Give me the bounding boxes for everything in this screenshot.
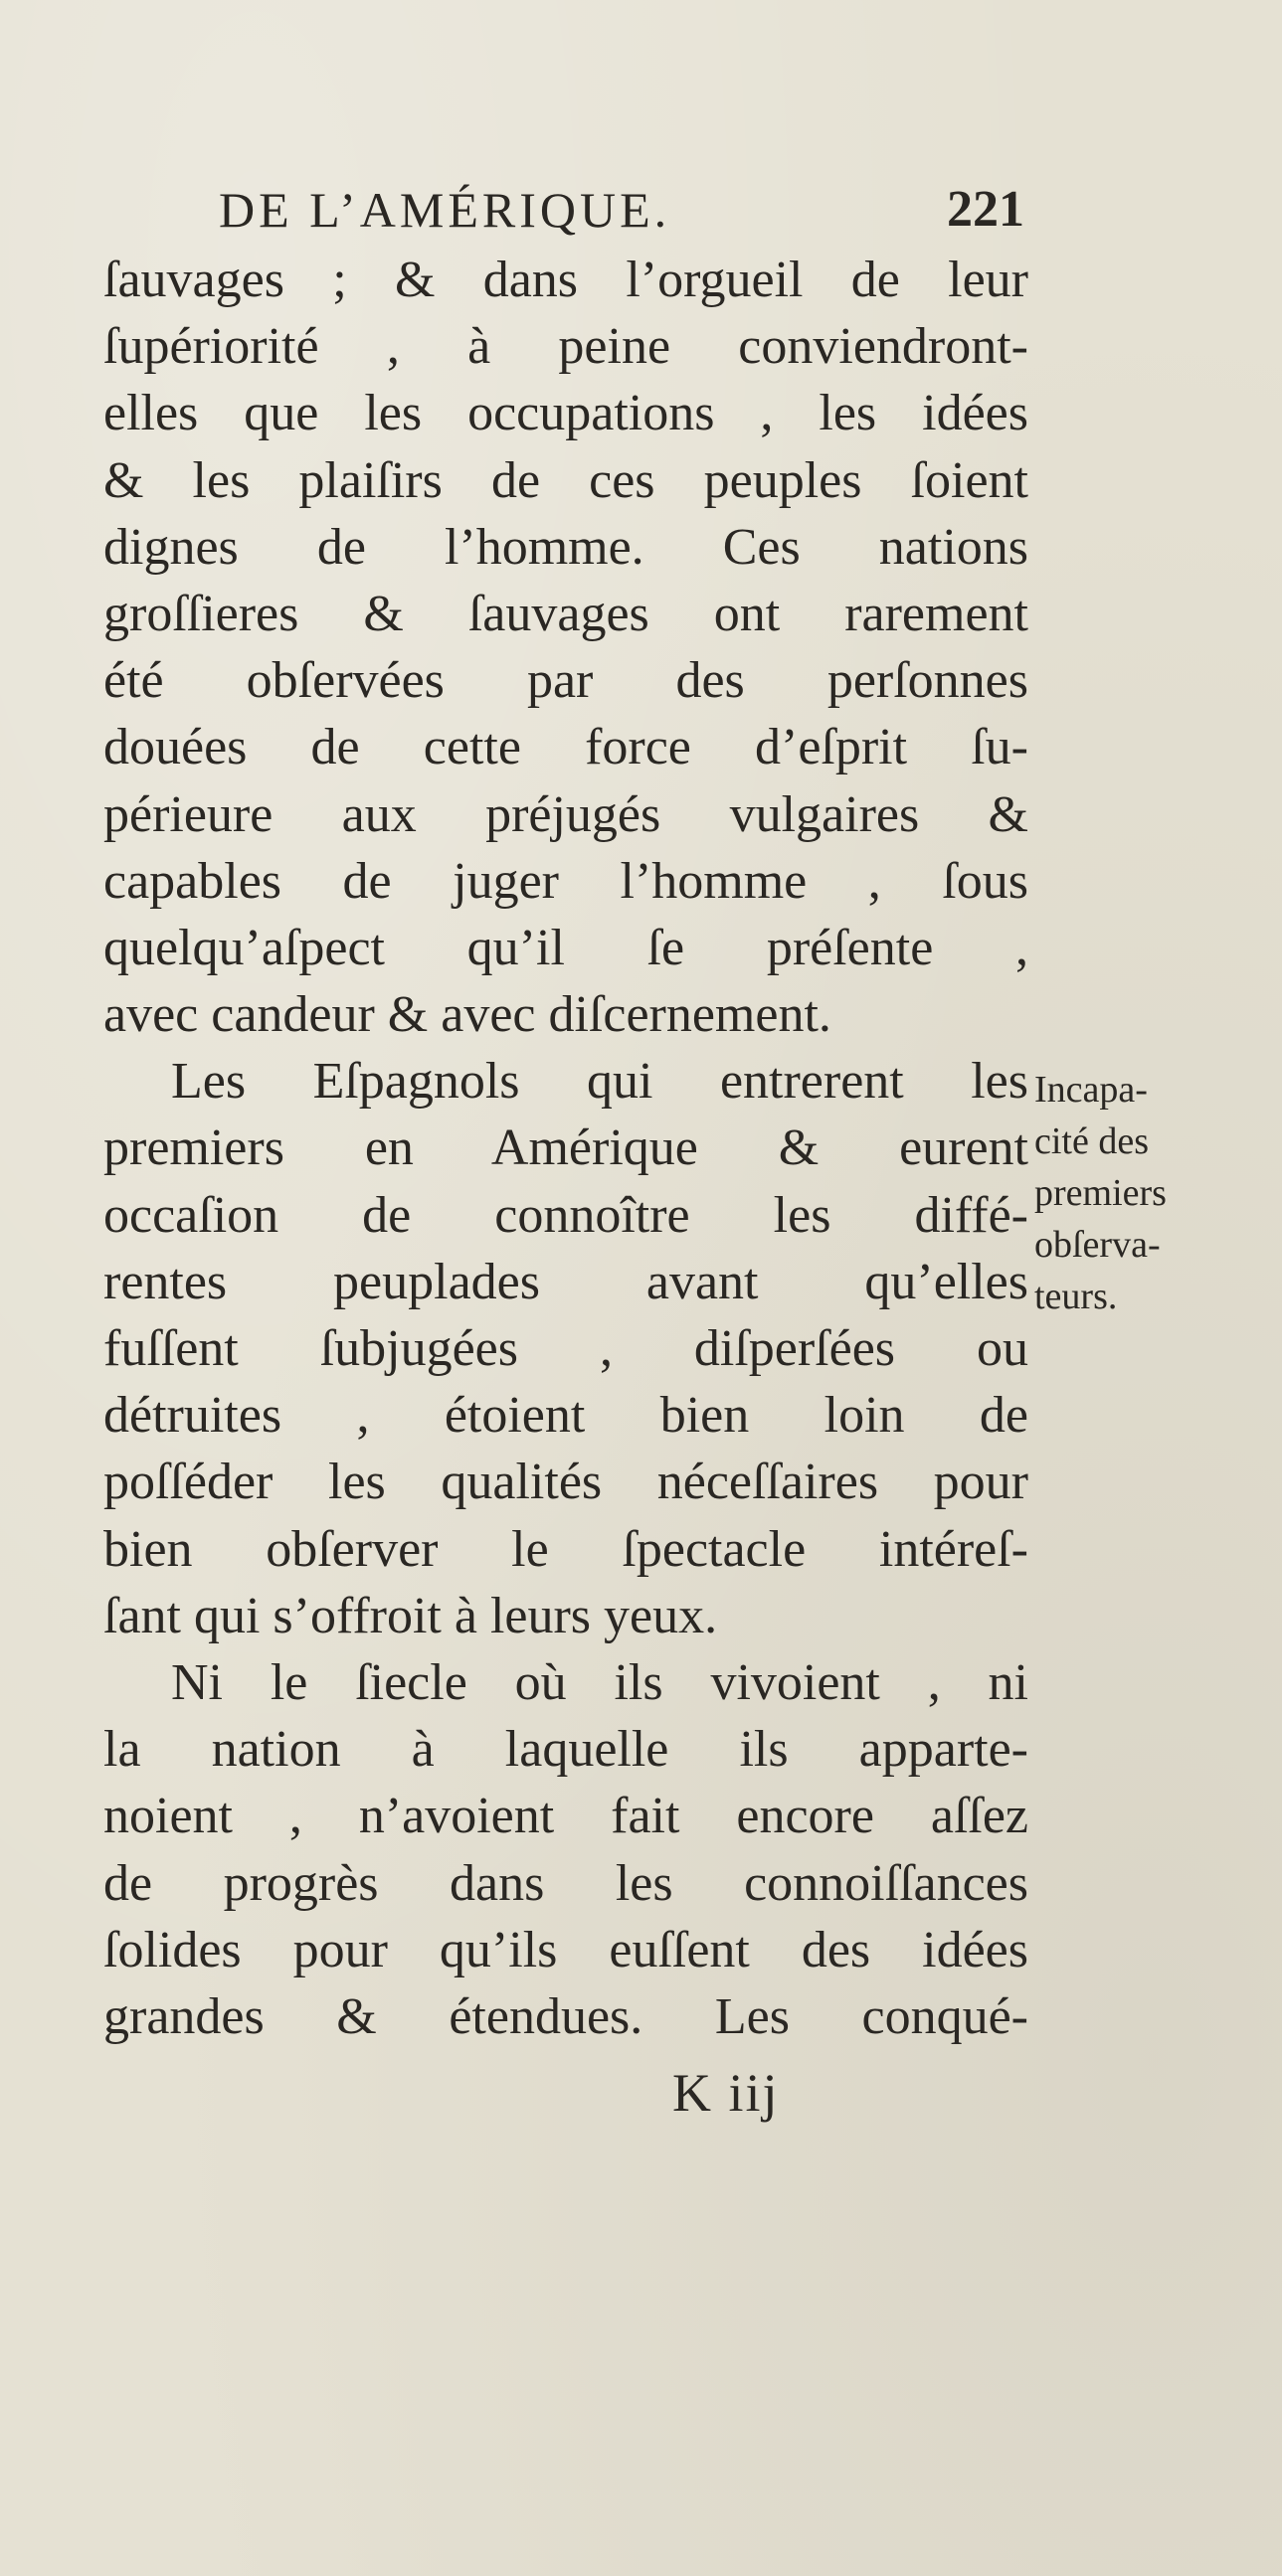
- text-line: bien obſerver le ſpectacle intéreſ-: [103, 1520, 1028, 1578]
- text-line: dignes de l’homme. Ces nations: [103, 518, 1028, 576]
- text-line: la nation à laquelle ils apparte-: [103, 1721, 1028, 1779]
- text-line: fuſſent ſubjugées , diſperſées ou: [103, 1320, 1028, 1377]
- marginal-note-line: cité des: [1034, 1120, 1150, 1162]
- text-line: avec candeur & avec diſcernement.: [103, 986, 831, 1044]
- marginal-note-line: Incapa-: [1034, 1069, 1148, 1111]
- body-text: [103, 247, 1028, 2050]
- text-line: quelqu’aſpect qu’il ſe préſente ,: [103, 919, 1028, 976]
- marginal-note: [1034, 1064, 1263, 1322]
- text-line: elles que les occupations , les idées: [103, 385, 1028, 442]
- text-line: grandes & étendues. Les conqué-: [103, 1987, 1028, 2045]
- text-line: occaſion de connoître les diffé-: [103, 1186, 1028, 1244]
- text-line: ſant qui s’offroit à leurs yeux.: [103, 1587, 718, 1644]
- text-line: douées de cette force d’eſprit ſu-: [103, 719, 1028, 776]
- page-number: 221: [947, 181, 1024, 238]
- text-line: détruites , étoient bien loin de: [103, 1387, 1028, 1445]
- text-line: périeure aux préjugés vulgaires &: [103, 785, 1028, 843]
- text-line: groſſieres & ſauvages ont rarement: [103, 585, 1028, 642]
- text-line: été obſervées par des perſonnes: [103, 652, 1028, 710]
- text-line: rentes peuplades avant qu’elles: [103, 1253, 1028, 1310]
- text-line: Ni le ſiecle où ils vivoient , ni: [171, 1653, 1028, 1711]
- text-line: ſolides pour qu’ils euſſent des idées: [103, 1921, 1028, 1978]
- text-line: de progrès dans les connoiſſances: [103, 1854, 1028, 1912]
- signature-mark: K iij: [672, 2063, 780, 2123]
- text-line: premiers en Amérique & eurent: [103, 1119, 1028, 1177]
- marginal-note-line: obſerva-: [1034, 1224, 1161, 1266]
- text-line: noient , n’avoient fait encore aſſez: [103, 1788, 1028, 1845]
- marginal-note-line: teurs.: [1034, 1276, 1118, 1317]
- text-line: Les Eſpagnols qui entrerent les: [171, 1053, 1028, 1111]
- marginal-note-line: premiers: [1034, 1172, 1167, 1214]
- text-line: ſauvages ; & dans l’orgueil de leur: [103, 252, 1028, 308]
- page-header: [209, 175, 1024, 245]
- text-line: capables de juger l’homme , ſous: [103, 852, 1028, 910]
- text-line: ſupériorité , à peine conviendront-: [103, 318, 1028, 376]
- running-head: DE L’AMÉRIQUE.: [219, 182, 671, 238]
- text-line: poſſéder les qualités néceſſaires pour: [103, 1454, 1028, 1511]
- text-line: & les plaiſirs de ces peuples ſoient: [103, 451, 1028, 509]
